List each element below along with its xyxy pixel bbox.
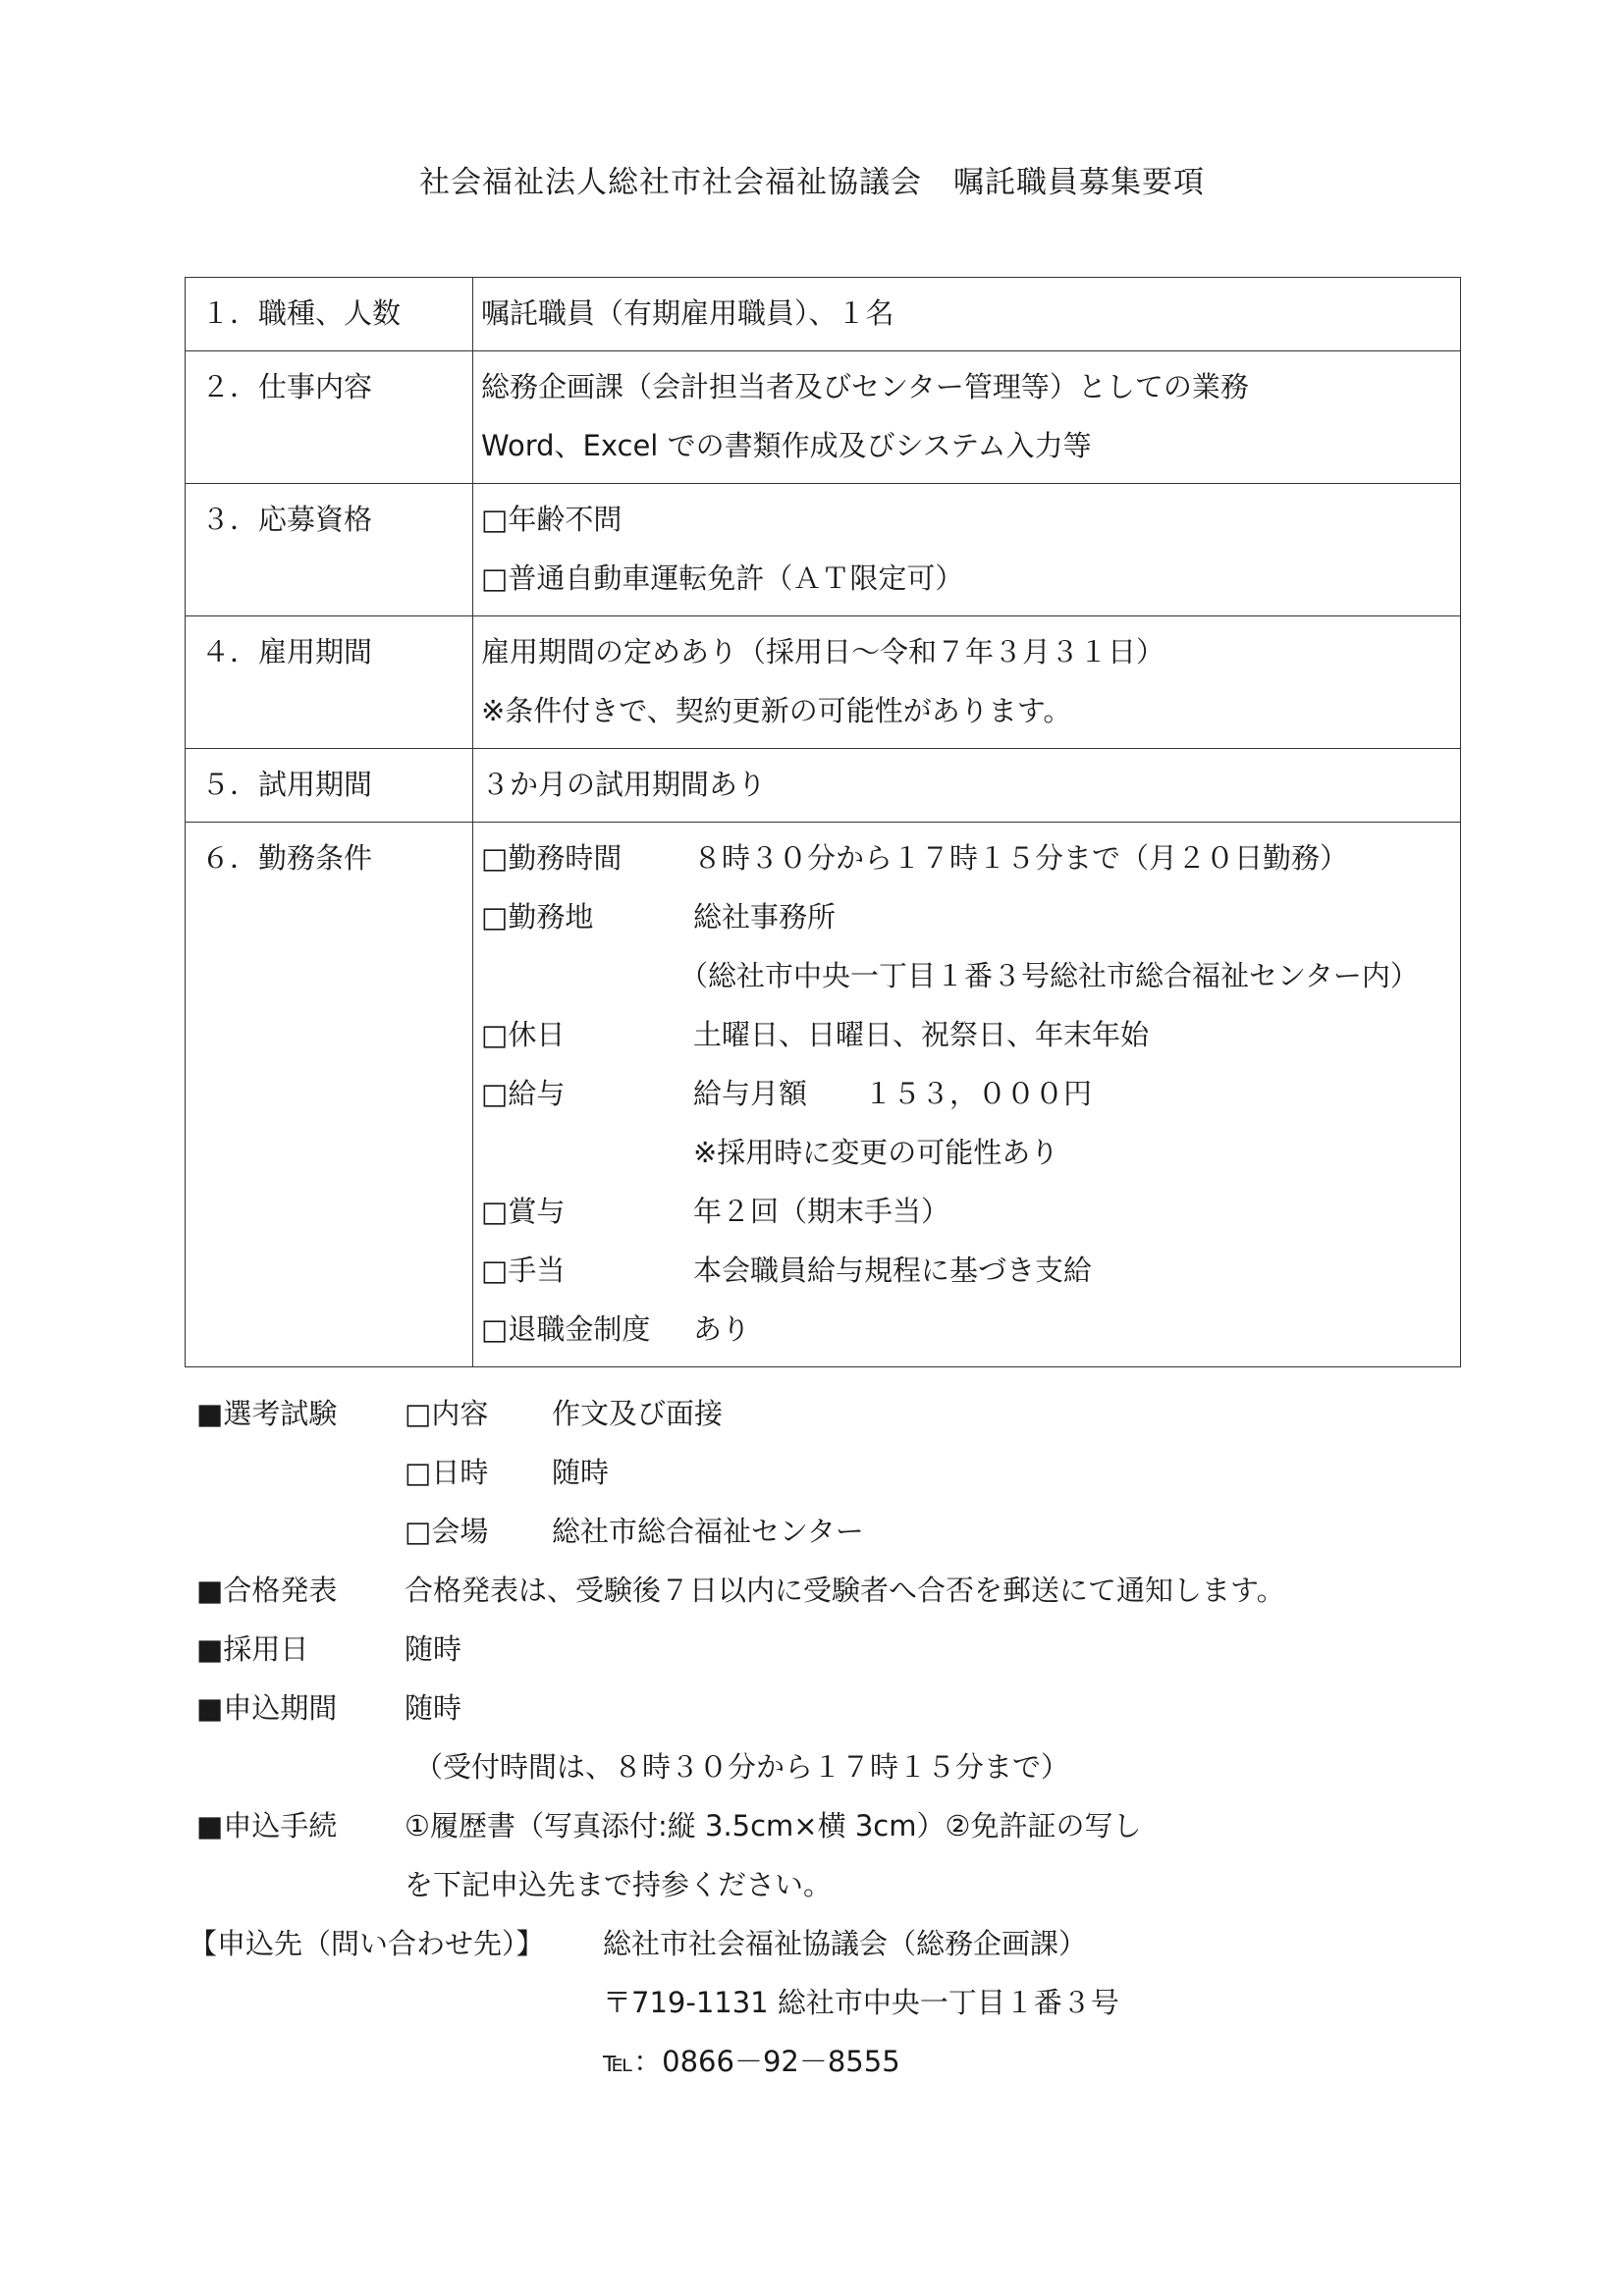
selection-value: 作文及び面接 xyxy=(552,1397,724,1430)
page-title: 社会福祉法人総社市社会福祉協議会 嘱託職員募集要項 xyxy=(419,165,1205,200)
selection-value: 総社市総合福祉センター xyxy=(552,1515,864,1548)
hire-date xyxy=(196,1620,1473,1679)
condition-key: □勤務地 xyxy=(481,900,594,934)
table-row xyxy=(186,823,1461,1367)
condition-key: □手当 xyxy=(481,1254,566,1287)
section-heading: ■合格発表 xyxy=(196,1574,338,1607)
condition-value: 土曜日、日曜日、祝祭日、年末年始 xyxy=(693,1018,1150,1051)
condition-item xyxy=(481,828,1460,887)
qualification-line: □普通自動車運転免許（ＡＴ限定可） xyxy=(481,561,964,595)
condition-key: □休日 xyxy=(481,1018,566,1051)
row-label-trial-period: ５．試用期間 xyxy=(201,768,373,801)
condition-key: □退職金制度 xyxy=(481,1312,651,1346)
row-label-job-type: １．職種、人数 xyxy=(201,296,402,330)
application-period-text: 随時 xyxy=(405,1691,462,1725)
row-label-working-conditions: ６．勤務条件 xyxy=(201,841,373,875)
qualification-line: □年齢不問 xyxy=(481,503,623,536)
contact-address: 〒719-1131 総社市中央一丁目１番３号 xyxy=(603,1986,1119,2019)
selection-key: □会場 xyxy=(405,1515,489,1548)
section-heading: ■申込期間 xyxy=(196,1691,338,1725)
contact-heading: 【申込先（問い合わせ先）】 xyxy=(189,1927,545,1960)
contact-org: 総社市社会福祉協議会（総務企画課） xyxy=(603,1927,1088,1960)
row-label-job-content: ２．仕事内容 xyxy=(201,370,373,403)
job-content-line: Word、Excel での書類作成及びシステム入力等 xyxy=(481,429,1092,462)
application-period-note: （受付時間は、８時３０分から１７時１５分まで） xyxy=(414,1750,1070,1784)
selection-key: □内容 xyxy=(405,1397,489,1430)
contact-phone: ℡：0866－92－8555 xyxy=(603,2045,900,2078)
selection-value: 随時 xyxy=(552,1456,610,1489)
section-heading: ■選考試験 xyxy=(196,1397,338,1430)
condition-value: あり xyxy=(693,1312,751,1346)
condition-item xyxy=(481,1300,1460,1359)
section-heading: ■申込手続 xyxy=(196,1809,338,1842)
row-label-qualifications: ３．応募資格 xyxy=(201,503,373,536)
condition-item xyxy=(481,1182,1460,1241)
condition-item xyxy=(481,1241,1460,1300)
condition-item xyxy=(481,887,1460,946)
announcement xyxy=(196,1561,1473,1620)
condition-value: （総社市中央一丁目１番３号総社市総合福祉センター内） xyxy=(679,959,1419,992)
condition-value: ※採用時に変更の可能性あり xyxy=(693,1136,1059,1169)
condition-item xyxy=(481,1123,1460,1182)
table-row xyxy=(186,278,1461,351)
condition-item xyxy=(481,1005,1460,1064)
condition-key xyxy=(481,946,693,1005)
job-content-line: 総務企画課（会計担当者及びセンター管理等）としての業務 xyxy=(481,370,1249,403)
selection-key: □日時 xyxy=(405,1456,489,1489)
condition-value: 本会職員給与規程に基づき支給 xyxy=(693,1254,1093,1287)
employment-period-line: ※条件付きで、契約更新の可能性があります。 xyxy=(481,694,1072,727)
condition-key: □勤務時間 xyxy=(481,841,623,875)
row-value-job-type: 嘱託職員（有期雇用職員）、１名 xyxy=(481,296,894,330)
condition-item xyxy=(481,1064,1460,1123)
selection-item xyxy=(196,1502,1473,1561)
requirements-table xyxy=(185,277,1461,1367)
condition-item xyxy=(481,946,1460,1005)
employment-period-line: 雇用期間の定めあり（採用日～令和７年３月３１日） xyxy=(481,635,1165,668)
condition-key: □賞与 xyxy=(481,1195,566,1228)
condition-key: □給与 xyxy=(481,1077,566,1110)
application-period xyxy=(196,1679,1473,1737)
contact xyxy=(189,1914,1473,1973)
application-procedure xyxy=(196,1796,1473,1855)
section-heading: ■採用日 xyxy=(196,1632,309,1666)
announcement-text: 合格発表は、受験後７日以内に受験者へ合否を郵送にて通知します。 xyxy=(405,1574,1285,1607)
row-label-employment-period: ４．雇用期間 xyxy=(201,635,373,668)
condition-key xyxy=(481,1123,693,1182)
table-row xyxy=(186,351,1461,484)
condition-value: ８時３０分から１７時１５分まで（月２０日勤務） xyxy=(693,841,1349,875)
selection-item xyxy=(196,1443,1473,1502)
condition-value: 総社事務所 xyxy=(693,900,837,934)
row-value-trial-period: ３か月の試用期間あり xyxy=(481,768,767,801)
condition-value: 給与月額 １５３，０００円 xyxy=(693,1077,1093,1110)
condition-value: 年２回（期末手当） xyxy=(693,1195,950,1228)
procedure-text-continued: を下記申込先まで持参ください。 xyxy=(405,1868,833,1901)
table-row xyxy=(186,616,1461,749)
table-row xyxy=(186,749,1461,823)
selection-exam xyxy=(196,1384,1473,1443)
hire-date-text: 随時 xyxy=(405,1632,462,1666)
additional-info xyxy=(189,1384,1473,2091)
procedure-text: ①履歴書（写真添付:縦 3.5cm×横 3cm）②免許証の写し xyxy=(405,1809,1142,1842)
table-row xyxy=(186,484,1461,616)
